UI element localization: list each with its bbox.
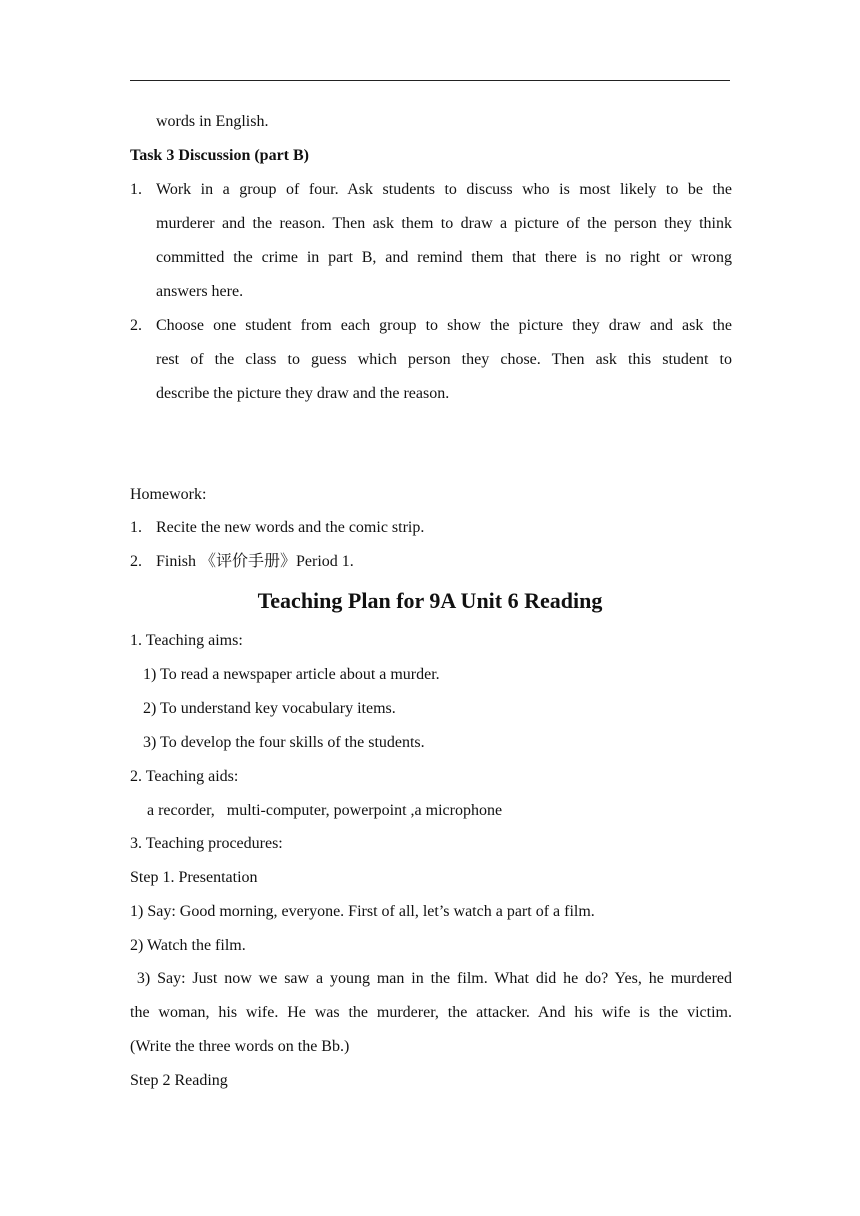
item-text: Recite the new words and the comic strip. [156,519,425,536]
item-line: Work in a group of four. Ask students to discuss who is most likely to be the [156,181,732,198]
aims-label: 1. Teaching aims: [130,632,243,649]
item-line: committed the crime in part B, and remind them that there is no right or wrong [156,249,732,266]
aids-text: a recorder, multi-computer, powerpoint ,a microphone [147,802,503,819]
task3-heading: Task 3 Discussion (part B) [130,147,310,164]
item-line: rest of the class to guess which person they chose. Then ask this student to [156,351,732,368]
step2-label: Step 2 Reading [130,1072,228,1089]
plan-title: Teaching Plan for 9A Unit 6 Reading [257,588,603,613]
step1-label: Step 1. Presentation [130,869,258,886]
header-rule [130,80,730,81]
aim-item: 1) To read a newspaper article about a murder. [143,666,440,683]
item-line: describe the picture they draw and the reason. [156,385,450,402]
item-line: answers here. [156,283,244,300]
item-number: 1. [130,181,142,198]
step1-item3-line: 3) Say: Just now we saw a young man in the film. What did he do? Yes, he murdered [130,970,733,987]
procedures-label: 3. Teaching procedures: [130,835,283,852]
step1-item: 1) Say: Good morning, everyone. First of all, let’s watch a part of a film. [130,903,595,920]
item-number: 1. [130,519,142,536]
item-line: Choose one student from each group to show the picture they draw and ask the [156,317,732,334]
homework-label: Homework: [130,486,207,503]
step1-item3-line: the woman, his wife. He was the murderer, the attacker. And his wife is the victim. [130,1004,732,1021]
step1-item3-line: (Write the three words on the Bb.) [130,1038,350,1055]
item-text: Finish 《评价手册》Period 1. [156,553,354,570]
continued-line: words in English. [156,113,269,130]
item-number: 2. [130,553,142,570]
aim-item: 3) To develop the four skills of the students. [143,734,425,751]
aim-item: 2) To understand key vocabulary items. [143,700,396,717]
aids-label: 2. Teaching aids: [130,768,239,785]
item-number: 2. [130,317,142,334]
item-line: murderer and the reason. Then ask them to draw a picture of the person they think [156,215,732,232]
step1-item: 2) Watch the film. [130,937,246,954]
